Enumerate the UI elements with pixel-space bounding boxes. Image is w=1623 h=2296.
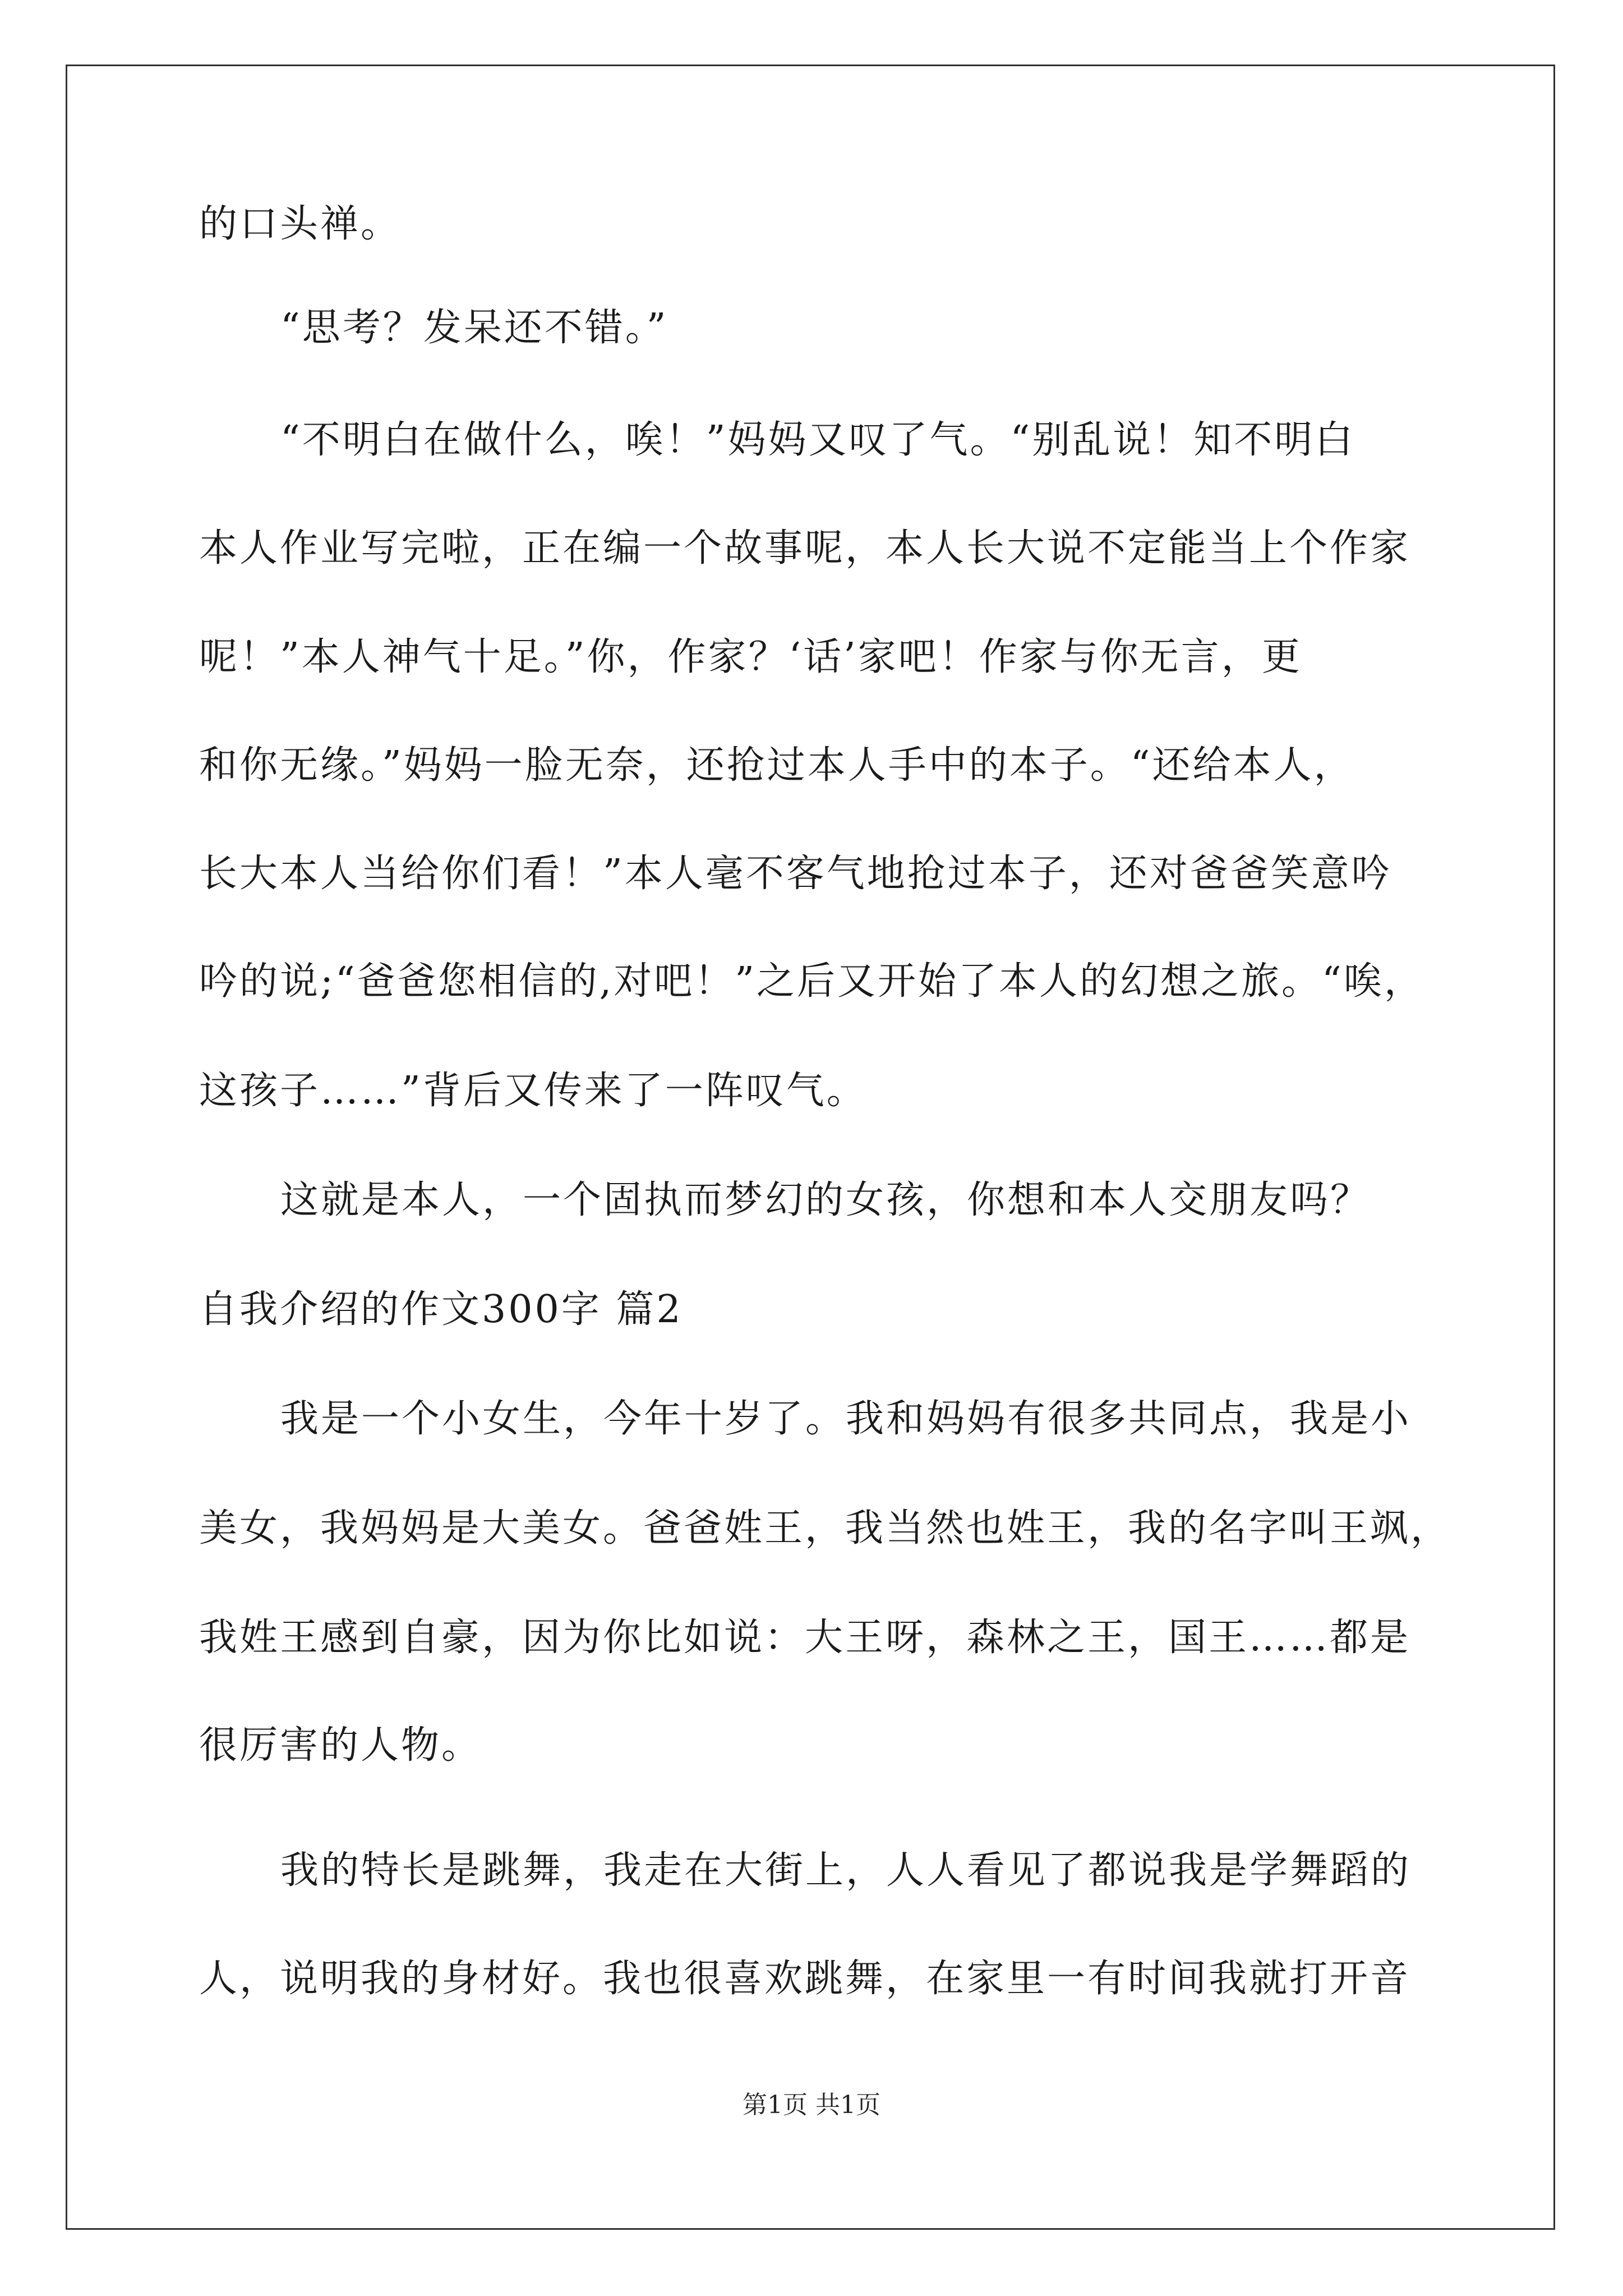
- text-line: 很厉害的人物。: [199, 1723, 482, 1768]
- page-border: [66, 65, 1555, 2230]
- text-line: 美女，我妈妈是大美女。爸爸姓王，我当然也姓王，我的名字叫王飒，: [199, 1506, 1451, 1550]
- text-line: 和你无缘。”妈妈一脸无奈，还抢过本人手中的本子。“还给本人，: [199, 743, 1354, 788]
- text-line: 我是一个小女生，今年十岁了。我和妈妈有很多共同点，我是小: [280, 1397, 1412, 1441]
- text-line: 吟的说;“爸爸您相信的,对吧！”之后又开始了本人的幻想之旅。“唉，: [199, 959, 1424, 1004]
- text-line: 呢！”本人神气十足。”你，作家？‘话’家吧！作家与你无言，更: [199, 635, 1302, 679]
- text-line: 的口头禅。: [199, 202, 402, 246]
- text-line: 人，说明我的身材好。我也很喜欢跳舞，在家里一有时间我就打开音: [199, 1957, 1411, 2001]
- text-line: 这孩子……”背后又传来了一阵叹气。: [199, 1069, 867, 1113]
- page-footer: 第1页 共1页: [743, 2091, 880, 2119]
- text-line: “思考？发呆还不错。”: [280, 306, 668, 350]
- text-line: “不明白在做什么，唉！”妈妈又叹了气。“别乱说！知不明白: [280, 418, 1355, 462]
- text-line: 我的特长是跳舞，我走在大街上，人人看见了都说我是学舞蹈的: [280, 1848, 1412, 1893]
- text-line: 我姓王感到自豪，因为你比如说：大王呀，森林之王，国王……都是: [199, 1616, 1411, 1660]
- text-line: 本人作业写完啦，正在编一个故事呢，本人长大说不定能当上个作家: [199, 526, 1411, 570]
- text-line: 长大本人当给你们看！”本人毫不客气地抢过本子，还对爸爸笑意吟: [199, 852, 1392, 896]
- text-line: 这就是本人，一个固执而梦幻的女孩，你想和本人交朋友吗？: [280, 1178, 1371, 1222]
- section-heading: 自我介绍的作文300字 篇2: [199, 1287, 683, 1332]
